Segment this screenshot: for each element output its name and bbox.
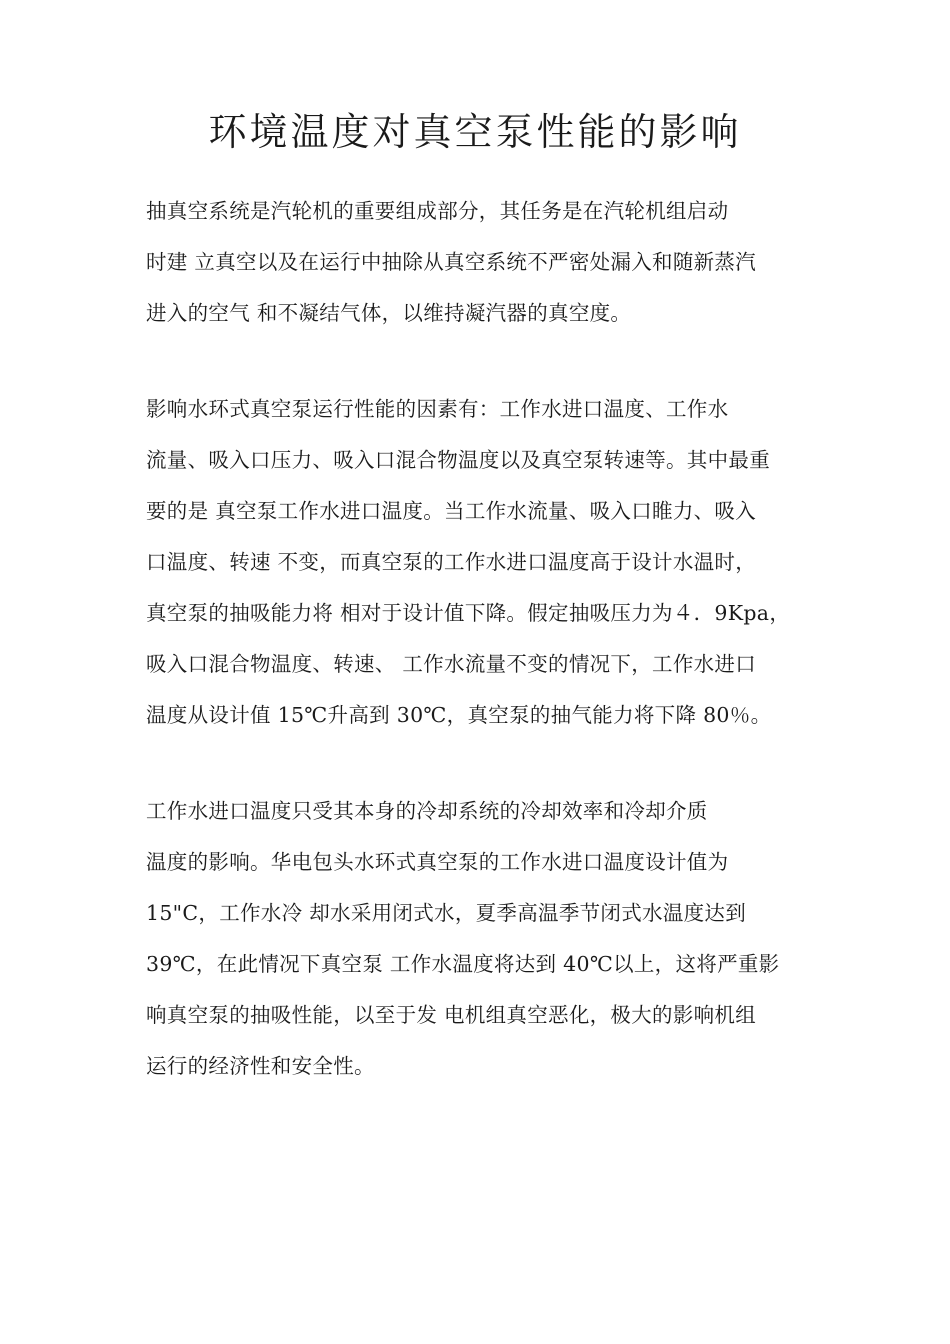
paragraph-line: 温度的影响。华电包头水环式真空泵的工作水进口温度设计值为 (146, 850, 729, 874)
paragraph-line: 进入的空气 和不凝结气体，以维持凝汽器的真空度。 (146, 301, 632, 325)
paragraph-line: 流量、吸入口压力、吸入口混合物温度以及真空泵转速等。其中最重 (146, 448, 770, 472)
paragraph-line: 口温度、转速 不变，而真空泵的工作水进口温度高于设计水温时， (146, 550, 757, 574)
paragraph-line: 时建 立真空以及在运行中抽除从真空系统不严密处漏入和随新蒸汽 (146, 250, 757, 274)
paragraph-line: 抽真空系统是汽轮机的重要组成部分，其任务是在汽轮机组启动 (146, 199, 729, 223)
document-title: 环境温度对真空泵性能的影响 (208, 110, 742, 154)
paragraph-line: 要的是 真空泵工作水进口温度。当工作水流量、吸入口睢力、吸入 (146, 499, 757, 523)
paragraph-line: 影响水环式真空泵运行性能的因素有：工作水进口温度、工作水 (146, 397, 729, 421)
paragraph-line: 响真空泵的抽吸性能，以至于发 电机组真空恶化，极大的影响机组 (146, 1003, 757, 1027)
paragraph-3 (146, 786, 810, 1092)
paragraph-line: 运行的经济性和安全性。 (146, 1054, 375, 1078)
paragraph-line: 工作水进口温度只受其本身的冷却系统的冷却效率和冷却介质 (146, 799, 708, 823)
paragraph-line: 温度从设计值 15℃升高到 30℃，真空泵的抽气能力将下降 80％。 (146, 703, 772, 727)
paragraph-2 (146, 384, 810, 741)
paragraph-line: 真空泵的抽吸能力将 相对于设计值下降。假定抽吸压力为４．9Kpa， (146, 601, 791, 625)
paragraph-line: 39℃，在此情况下真空泵 工作水温度将达到 40℃以上，这将严重影 (146, 952, 780, 976)
paragraph-line: 吸入口混合物温度、转速、 工作水流量不变的情况下，工作水进口 (146, 652, 757, 676)
paragraph-1 (146, 186, 810, 339)
paragraph-line: 15"C，工作水冷 却水采用闭式水，夏季高温季节闭式水温度达到 (146, 901, 747, 925)
